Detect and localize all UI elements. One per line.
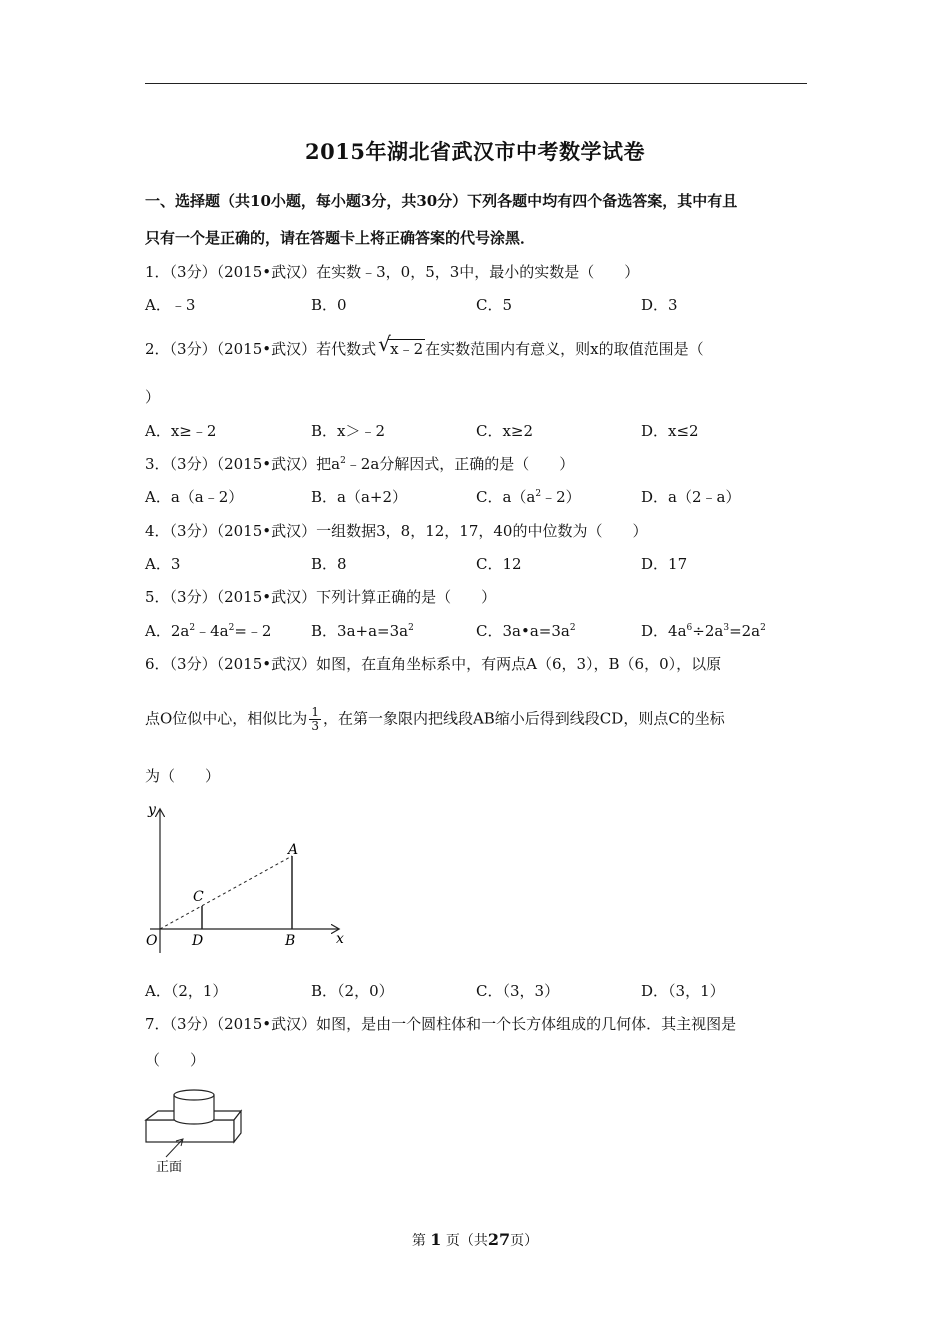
footer-pre: 第 [411,1233,426,1249]
q5-d-label: D． [641,622,669,640]
q5-a-e1: 2 [189,623,196,633]
q2-stem-post: 在实数范围内有意义，则x的取值范围是（ [425,340,704,358]
q4-option-c: C．12 [476,555,522,573]
section-heading-line1: 一、选择题（共10小题，每小题3分，共30分）下列各题中均有四个备选答案，其中有且 [145,192,738,210]
q5-d-e1: 6 [686,623,693,633]
cylinder-top [174,1090,214,1100]
footer-mid: 页（共 [445,1233,488,1249]
q6-fraction-num: 1 [311,705,319,719]
q5-a-e2: 2 [228,623,235,633]
label-y: y [148,802,156,818]
q2-stem [145,332,704,359]
label-A: A [288,842,299,858]
q2-stem-pre: 2．（3分）（2015•武汉）若代数式 [145,340,377,358]
q3-stem-pre: 3．（3分）（2015•武汉）把a [145,455,341,473]
q4-option-b: B．8 [311,555,347,573]
q6-coordinate-figure [140,798,360,958]
q6-stem-line2 [145,706,725,733]
q6-line2-post: ，在第一象限内把线段AB缩小后得到线段CD，则点C的坐标 [322,709,725,728]
footer-total-pages: 27 [487,1230,511,1249]
label-D: D [192,933,204,949]
q7-stem-line1: 7．（3分）（2015•武汉）如图，是由一个圆柱体和一个长方体组成的几何体．其主视图是 [145,1015,737,1033]
q5-a-label: A． [145,622,171,640]
q2-sqrt [378,332,425,359]
q2-option-b: B．x＞﹣2 [311,422,386,440]
q6-stem-line3: 为（ ） [145,767,221,785]
q4-option-a: A．3 [145,555,181,573]
q3-option-c [476,486,581,507]
header-rule [145,83,807,84]
radical-sign-icon: √ [378,332,391,356]
q1-option-d: D．3 [641,296,678,314]
q5-c-e1: 2 [569,623,576,633]
q2-option-c: C．x≥2 [476,422,534,440]
dashed-line-OA [160,856,292,929]
q5-d-e3: 2 [760,623,766,633]
footer-page-number: 1 [430,1230,442,1249]
q5-option-d [641,620,766,641]
q3-option-b: B．a（a+2） [311,488,408,506]
q3-option-d: D．a（2﹣a） [641,488,741,506]
q5-option-a [145,620,271,641]
q5-d-p1: 4a [668,622,687,640]
q5-d-p3: =2a [729,622,761,640]
q5-b-p1: 3a+a=3a [337,622,409,640]
q5-a-p1: 2a [170,622,190,640]
q3-stem [145,453,574,474]
q1-option-a: A．﹣3 [145,296,196,314]
q7-solid-figure [140,1082,250,1177]
q6-line2-pre: 点O位似中心，相似比为 [145,709,308,728]
q2-radicand: x﹣2 [390,340,424,358]
q4-stem: 4．（3分）（2015•武汉）一组数据3，8，12，17，40的中位数为（ ） [145,522,648,540]
section-heading-line2: 只有一个是正确的，请在答题卡上将正确答案的代号涂黑． [145,229,536,247]
label-x: x [336,931,344,947]
q3-stem-post: ﹣2a分解因式，正确的是（ ） [345,455,575,473]
q3-c-post: ﹣2） [541,488,581,506]
page-footer [0,1230,950,1250]
q6-fraction [309,706,321,733]
label-O: O [146,933,158,949]
q5-d-e2: 3 [723,623,730,633]
q3-exp: 2 [340,456,346,466]
q6-option-b: B．（2，0） [311,982,394,1000]
q4-option-d: D．17 [641,555,688,573]
q5-c-label: C． [476,622,503,640]
q5-a-p3: =﹣2 [234,622,272,640]
q5-b-label: B． [311,622,338,640]
label-B: B [285,933,296,949]
q5-c-p1: 3a•a=3a [502,622,570,640]
q2-stem-cont: ） [145,388,161,406]
q6-fraction-den: 3 [311,719,319,733]
footer-post: 页） [510,1233,539,1249]
q5-b-e1: 2 [408,623,414,633]
q5-a-p2: ﹣4a [195,622,229,640]
q1-stem: 1．（3分）（2015•武汉）在实数﹣3，0，5，3中，最小的实数是（ ） [145,263,640,281]
q6-option-c: C．（3，3） [476,982,560,1000]
q3-option-a: A．a（a﹣2） [145,488,244,506]
q6-option-a: A．（2，1） [145,982,228,1000]
q6-stem-line1: 6．（3分）（2015•武汉）如图，在直角坐标系中，有两点A（6，3），B（6，0），以原 [145,655,722,673]
q7-stem-line2: （ ） [145,1051,206,1069]
q5-d-p2: ÷2a [692,622,724,640]
q3-c-pre: C．a（a [476,488,536,506]
q2-option-d: D．x≤2 [641,422,699,440]
q6-option-d: D．（3，1） [641,982,725,1000]
q1-option-c: C．5 [476,296,513,314]
q5-option-c [476,620,576,641]
page-title: 2015年湖北省武汉市中考数学试卷 [305,139,645,164]
q2-option-a: A．x≥﹣2 [145,422,217,440]
q5-stem: 5．（3分）（2015•武汉）下列计算正确的是（ ） [145,588,497,606]
q5-option-b [311,620,414,641]
label-front: 正面 [156,1160,183,1175]
label-C: C [193,889,204,905]
q1-option-b: B．0 [311,296,347,314]
q3-c-exp: 2 [535,489,542,499]
